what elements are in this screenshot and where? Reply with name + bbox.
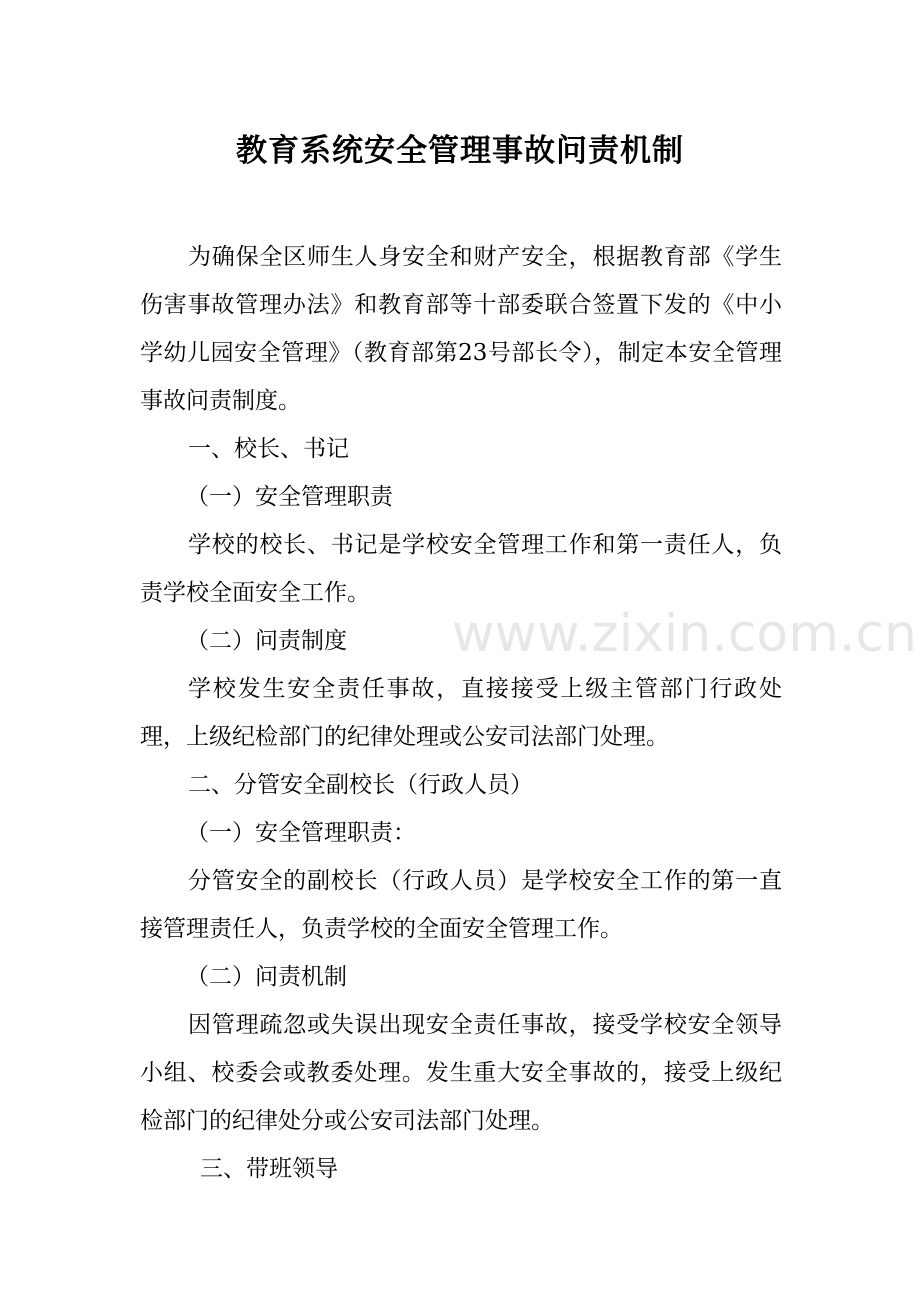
subheading-accountability: （二）问责制度 <box>186 628 347 654</box>
subheading-vice-duties: （一）安全管理职责： <box>186 820 416 846</box>
document-title: 教育系统安全管理事故问责机制 <box>236 133 684 169</box>
document-body <box>140 233 782 1193</box>
section-heading-principal: 一、校长、书记 <box>188 436 349 462</box>
paragraph-vice-mechanism: 因管理疏忽或失误出现安全责任事故，接受学校安全领导小组、校委会或教委处理。发生重大安全事故的，接受上级纪检部门的纪律处分或公安司法部门处理。 <box>140 1012 782 1134</box>
section-heading-vice-principal: 二、分管安全副校长（行政人员） <box>188 772 533 798</box>
paragraph-vice-duties: 分管安全的副校长（行政人员）是学校安全工作的第一直接管理责任人，负责学校的全面安全管理工作。 <box>140 868 782 942</box>
intro-paragraph: 为确保全区师生人身安全和财产安全，根据教育部《学生伤害事故管理办法》和教育部等十部委联合签置下发的《中小学幼儿园安全管理》（教育部第23号部长令），制定本安全管理事故问责制度。 <box>140 244 782 414</box>
watermark: www.zixin.com.cn <box>452 604 917 664</box>
subheading-duties: （一）安全管理职责 <box>186 484 393 510</box>
section-heading-shift-leader: 三、带班领导 <box>200 1156 338 1182</box>
paragraph-principal-duties: 学校的校长、书记是学校安全管理工作和第一责任人，负责学校全面安全工作。 <box>140 532 782 606</box>
paragraph-principal-accountability: 学校发生安全责任事故，直接接受上级主管部门行政处理，上级纪检部门的纪律处理或公安司法部门处理。 <box>140 676 782 750</box>
subheading-vice-mechanism: （二）问责机制 <box>186 964 347 990</box>
